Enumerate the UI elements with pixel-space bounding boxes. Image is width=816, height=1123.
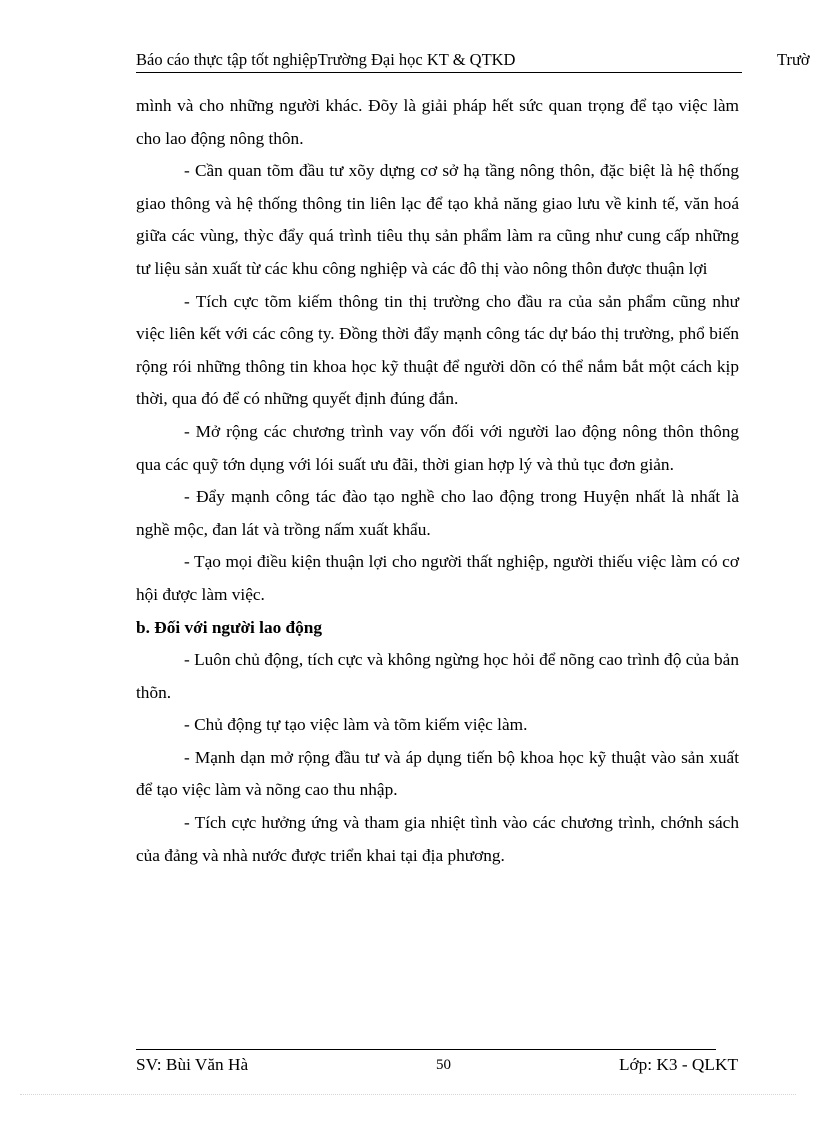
- paragraph-loan-programs: - Mở rộng các chương trình vay vốn đối với người lao động nông thôn thông qua các quỹ tớn dụng với lói suất ưu đãi, thời gian hợp lý và thủ tục đơn giản.: [136, 421, 739, 474]
- paragraph-continuation: mình và cho những người khác. Đõy là giải pháp hết sức quan trọng để tạo việc làm cho lao động nông thôn.: [136, 96, 739, 148]
- paragraph-infrastructure: - Cần quan tõm đầu tư xõy dựng cơ sở hạ tầng nông thôn, đặc biệt là hệ thống giao thông và hệ thống thông tin liên lạc để tạo khả năng giao lưu về kinh tế, văn hoá giữa các vùng, thỳc đẩy quá trình tiêu thụ sản phẩm làm ra cũng như cung cấp những tư liệu sản xuất từ các khu công nghiệp và các đô thị vào nông thôn được thuận lợi: [136, 161, 739, 278]
- document-body: [136, 90, 739, 872]
- paragraph-self-employment: - Chủ động tự tạo việc làm và tõm kiếm việc làm.: [184, 715, 528, 735]
- footer-class: Lớp: K3 - QLKT: [618, 1055, 738, 1074]
- page-header: [136, 50, 742, 73]
- footer-divider: [136, 1049, 716, 1050]
- page-bottom-divider: [20, 1094, 796, 1095]
- paragraph-self-learning: - Luôn chủ động, tích cực và không ngừng học hỏi để nõng cao trình độ của bản thõn.: [136, 650, 739, 702]
- footer-student: SV: Bùi Văn Hà: [136, 1055, 249, 1074]
- paragraph-participation: - Tích cực hưởng ứng và tham gia nhiệt tình vào các chương trình, chớnh sách của đảng và nhà nước được triển khai tại địa phương.: [136, 813, 739, 865]
- header-title: Báo cáo thực tập tốt nghiệpTrường Đại học KT & QTKD: [136, 50, 516, 69]
- paragraph-market-info: - Tích cực tõm kiếm thông tin thị trường cho đầu ra của sản phẩm cũng như việc liên kết với các công ty. Đồng thời đẩy mạnh công tác dự báo thị trường, phổ biến rộng rói những thông tin khoa học kỹ thuật để người dõn có thể nắm bắt một cách kịp thời, qua đó để có những quyết định đúng đắn.: [136, 291, 739, 409]
- header-overflow-text: Trườ: [777, 50, 810, 69]
- paragraph-unemployed-support: - Tạo mọi điều kiện thuận lợi cho người thất nghiệp, người thiếu việc làm có cơ hội được làm việc.: [136, 552, 739, 604]
- section-heading: b. Đối với người lao động: [136, 617, 323, 637]
- page-number: 50: [436, 1057, 451, 1073]
- paragraph-investment: - Mạnh dạn mở rộng đầu tư và áp dụng tiến bộ khoa học kỹ thuật vào sản xuất để tạo việc làm và nõng cao thu nhập.: [136, 747, 739, 800]
- paragraph-vocational-training: - Đẩy mạnh công tác đào tạo nghề cho lao động trong Huyện nhất là nhất là nghề mộc, đan lát và trồng nấm xuất khẩu.: [136, 487, 739, 539]
